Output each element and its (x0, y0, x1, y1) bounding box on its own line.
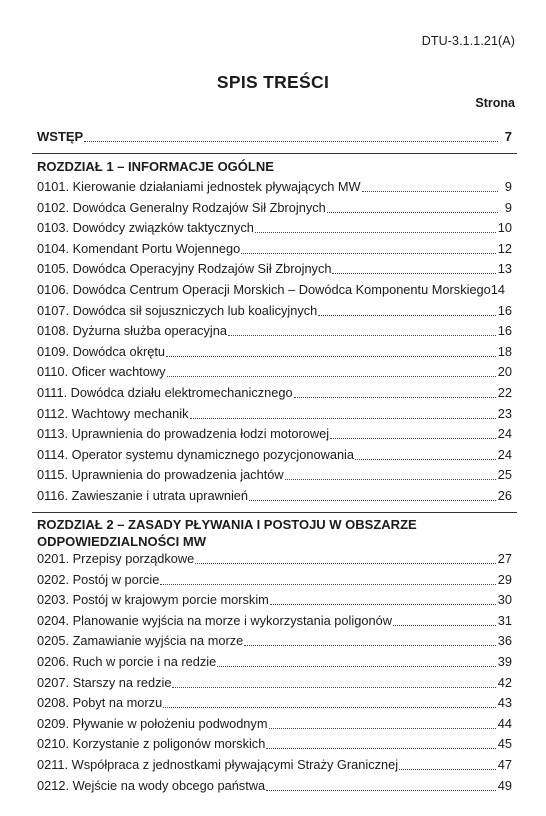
entry-label: 0103. Dowódcy związków taktycznych (37, 220, 254, 236)
entry-page: 16 (497, 323, 512, 339)
toc-entry (37, 199, 512, 216)
leader-dots (241, 253, 496, 254)
entry-page: 7 (504, 129, 512, 144)
toc-entry (37, 466, 512, 483)
entry-label: 0205. Zamawianie wyjścia na morze (37, 633, 244, 649)
leader-dots (269, 728, 496, 729)
entry-label: 0201. Przepisy porządkowe (37, 551, 195, 566)
entry-label: 0203. Postój w krajowym porcie morskim (37, 592, 269, 608)
entry-page: 23 (497, 405, 512, 421)
entry-page: 43 (497, 695, 512, 711)
toc-entry (37, 260, 512, 277)
entry-page: 24 (497, 446, 512, 462)
entry-label: 0212. Wejście na wody obcego państwa (37, 777, 266, 793)
toc-entry (37, 674, 512, 691)
leader-dots (332, 273, 495, 274)
toc-entry (37, 281, 512, 298)
entry-label: 0114. Operator systemu dynamicznego pozycjonowania (37, 446, 355, 462)
entry-label: 0106. Dowódca Centrum Operacji Morskich – Dowódca Komponentu Morskiego (37, 282, 491, 297)
leader-dots (270, 604, 496, 605)
entry-page: 29 (497, 571, 512, 587)
entry-label: 0107. Dowódca sił sojuszniczych lub koalicyjnych (37, 302, 318, 318)
entry-page: 39 (497, 654, 512, 669)
entry-page: 24 (497, 426, 512, 442)
entry-page: 26 (497, 488, 512, 503)
toc-entry (37, 694, 512, 711)
toc-entry (37, 612, 512, 629)
toc-entry (37, 632, 512, 649)
entry-label: 0113. Uprawnienia do prowadzenia łodzi motorowej (37, 426, 330, 442)
leader-dots (393, 625, 496, 626)
entry-label: 0102. Dowódca Generalny Rodzajów Sił Zbrojnych (37, 199, 326, 215)
chapter-1-heading: ROZDZIAŁ 1 – INFORMACJE OGÓLNE (37, 159, 274, 174)
entry-page: 25 (497, 467, 512, 483)
entry-label: 0108. Dyżurna służba operacyjna (37, 323, 227, 339)
toc-entry (37, 405, 512, 422)
entry-page: 14 (490, 282, 506, 297)
toc-entry (37, 302, 512, 319)
entry-label: 0105. Dowódca Operacyjny Rodzajów Sił Zbrojnych (37, 261, 332, 277)
leader-dots (330, 438, 496, 439)
entry-label: 0208. Pobyt na morzu (37, 695, 163, 711)
leader-dots (172, 687, 495, 688)
leader-dots (294, 397, 496, 398)
toc-entry (37, 425, 512, 442)
leader-dots (362, 191, 498, 192)
chapter-2-heading-line2: ODPOWIEDZIALNOŚCI MW (37, 534, 206, 549)
toc-entry (37, 363, 512, 380)
leader-dots (266, 748, 495, 749)
entry-page: 36 (497, 633, 512, 649)
toc-entry (37, 715, 512, 732)
entry-label: 0211. Współpraca z jednostkami pływającymi Straży Granicznej (37, 757, 399, 772)
leader-dots (166, 356, 496, 357)
leader-dots (266, 790, 496, 791)
toc-entry (37, 322, 512, 339)
entry-label: 0207. Starszy na redzie (37, 674, 172, 690)
leader-dots (163, 707, 496, 708)
entry-label: 0116. Zawieszanie i utrata uprawnień (37, 488, 249, 503)
toc-entry (37, 178, 512, 195)
leader-dots (355, 459, 496, 460)
entry-label: 0209. Pływanie w położeniu podwodnym (37, 715, 268, 731)
page-column-header: Strona (475, 96, 515, 110)
toc-entry (37, 777, 512, 794)
leader-dots (318, 315, 496, 316)
page-title: SPIS TREŚCI (216, 72, 330, 92)
entry-label: 0202. Postój w porcie (37, 571, 160, 587)
leader-dots (255, 232, 496, 233)
leader-dots (84, 141, 498, 142)
toc-entry (37, 571, 512, 588)
toc-entry (37, 446, 512, 463)
leader-dots (160, 584, 495, 585)
toc-entry-intro (37, 128, 512, 145)
toc-entry (37, 384, 512, 401)
leader-dots (167, 376, 496, 377)
entry-label: 0101. Kierowanie działaniami jednostek pływających MW (37, 179, 361, 194)
entry-label: 0110. Oficer wachtowy (37, 364, 166, 380)
toc-entry (37, 219, 512, 236)
entry-page: 20 (497, 364, 512, 380)
entry-label: 0210. Korzystanie z poligonów morskich (37, 736, 266, 752)
divider (32, 512, 517, 513)
entry-label: 0204. Planowanie wyjścia na morze i wykorzystania poligonów (37, 612, 392, 628)
entry-page: 47 (497, 757, 512, 772)
leader-dots (285, 479, 496, 480)
entry-page: 42 (497, 674, 512, 690)
entry-label: 0115. Uprawnienia do prowadzenia jachtów (37, 467, 284, 483)
entry-page: 44 (497, 715, 512, 731)
chapter-2-heading (37, 516, 512, 550)
toc-entry (37, 756, 512, 773)
leader-dots (217, 666, 496, 667)
leader-dots (195, 563, 496, 564)
toc-entry (37, 653, 512, 670)
entry-page: 22 (497, 385, 512, 400)
leader-dots (249, 500, 496, 501)
leader-dots (244, 645, 496, 646)
entry-label: 0112. Wachtowy mechanik (37, 405, 189, 421)
divider (32, 153, 517, 154)
document-id: DTU-3.1.1.21(A) (421, 34, 515, 48)
entry-page: 30 (497, 592, 512, 608)
toc-entry (37, 591, 512, 608)
entry-page: 12 (497, 240, 512, 256)
entry-page: 27 (497, 551, 512, 566)
leader-dots (190, 418, 496, 419)
toc-entry (37, 487, 512, 504)
entry-label: 0111. Dowódca działu elektromechanicznego (37, 385, 293, 400)
entry-page: 16 (497, 302, 512, 318)
entry-page: 10 (497, 220, 512, 236)
entry-page: 9 (504, 199, 512, 215)
entry-page: 9 (504, 179, 512, 194)
entry-label: WSTĘP (37, 129, 84, 144)
entry-label: 0109. Dowódca okrętu (37, 343, 166, 359)
toc-entry (37, 550, 512, 567)
leader-dots (228, 335, 496, 336)
entry-page: 18 (497, 343, 512, 359)
entry-label: 0206. Ruch w porcie i na redzie (37, 654, 217, 669)
leader-dots (399, 769, 496, 770)
toc-entry (37, 343, 512, 360)
chapter-2-heading-line1: ROZDZIAŁ 2 – ZASADY PŁYWANIA I POSTOJU W OBSZARZE (37, 517, 417, 532)
leader-dots (327, 212, 498, 213)
toc-entry (37, 735, 512, 752)
entry-page: 45 (497, 736, 512, 752)
toc-entry (37, 240, 512, 257)
entry-page: 49 (497, 777, 512, 793)
entry-page: 13 (497, 261, 512, 277)
entry-label: 0104. Komendant Portu Wojennego (37, 240, 241, 256)
entry-page: 31 (497, 612, 512, 628)
